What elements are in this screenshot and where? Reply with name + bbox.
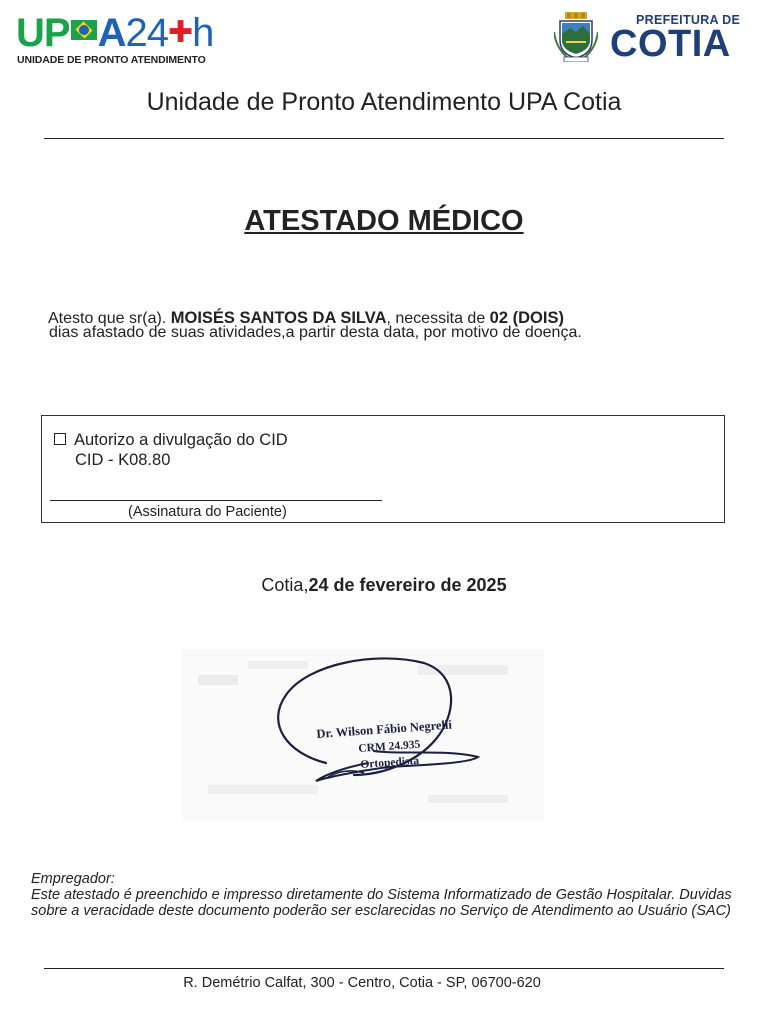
brazil-flag-icon: [71, 20, 97, 40]
upa-tagline: UNIDADE DE PRONTO ATENDIMENTO: [17, 54, 206, 66]
patient-signature-line: [50, 500, 382, 501]
cid-code: CID - K08.80: [75, 451, 171, 469]
upa-wordmark: UP A24✚h: [16, 11, 214, 55]
patient-signature-caption: (Assinatura do Paciente): [128, 504, 287, 520]
stamp-doctor-name: Dr. Wilson Fábio Negrelli: [316, 717, 453, 741]
issue-date: [0, 575, 768, 596]
cotia-wordmark: COTIA: [610, 23, 731, 65]
prefeitura-cotia-logo: [554, 10, 754, 66]
footer-address: R. Demétrio Calfat, 300 - Centro, Cotia - SP, 06700-620: [183, 975, 541, 991]
red-cross-icon: ✚: [167, 16, 193, 49]
cid-authorization: [54, 431, 288, 450]
bottom-divider: [44, 968, 724, 969]
statement-line-2: dias afastado de suas atividades,a partir desta data, por motivo de doença.: [49, 324, 582, 341]
employer-label: Empregador:: [31, 871, 115, 887]
employer-notice-text: Este atestado é preenchido e impresso diretamente do Sistema Informatizado de Gestão Hospitalar. Duvidas sobre a veracidade deste documento poderão ser esclarecidas no Serviço de Atendimento ao Usuário (SAC): [31, 887, 732, 919]
stamp-specialty: Ortopedista: [360, 754, 420, 771]
issue-date-value: 24 de fevereiro de 2025: [308, 575, 507, 595]
cotia-crest-icon: [554, 12, 598, 62]
statement-needs: , necessita de: [386, 310, 486, 327]
upa24h-logo: [16, 11, 214, 70]
issue-city: Cotia,: [261, 575, 309, 595]
cid-authorization-box: [41, 415, 725, 523]
doctor-signature-stamp: [178, 645, 548, 825]
cid-authorization-label: Autorizo a divulgação do CID: [74, 431, 288, 449]
employer-notice: [31, 871, 751, 919]
top-divider: [44, 138, 724, 139]
patient-name: MOISÉS SANTOS DA SILVA: [170, 309, 387, 327]
leave-days: 02 (DOIS): [489, 309, 564, 327]
authorize-cid-checkbox[interactable]: [54, 433, 66, 445]
prefeitura-label: PREFEITURA DE: [636, 13, 741, 27]
statement-intro: Atesto que sr(a).: [48, 310, 167, 327]
document-title: ATESTADO MÉDICO: [244, 205, 524, 237]
stamp-crm: CRM 24.935: [358, 738, 421, 755]
unit-title: Unidade de Pronto Atendimento UPA Cotia: [146, 88, 622, 116]
